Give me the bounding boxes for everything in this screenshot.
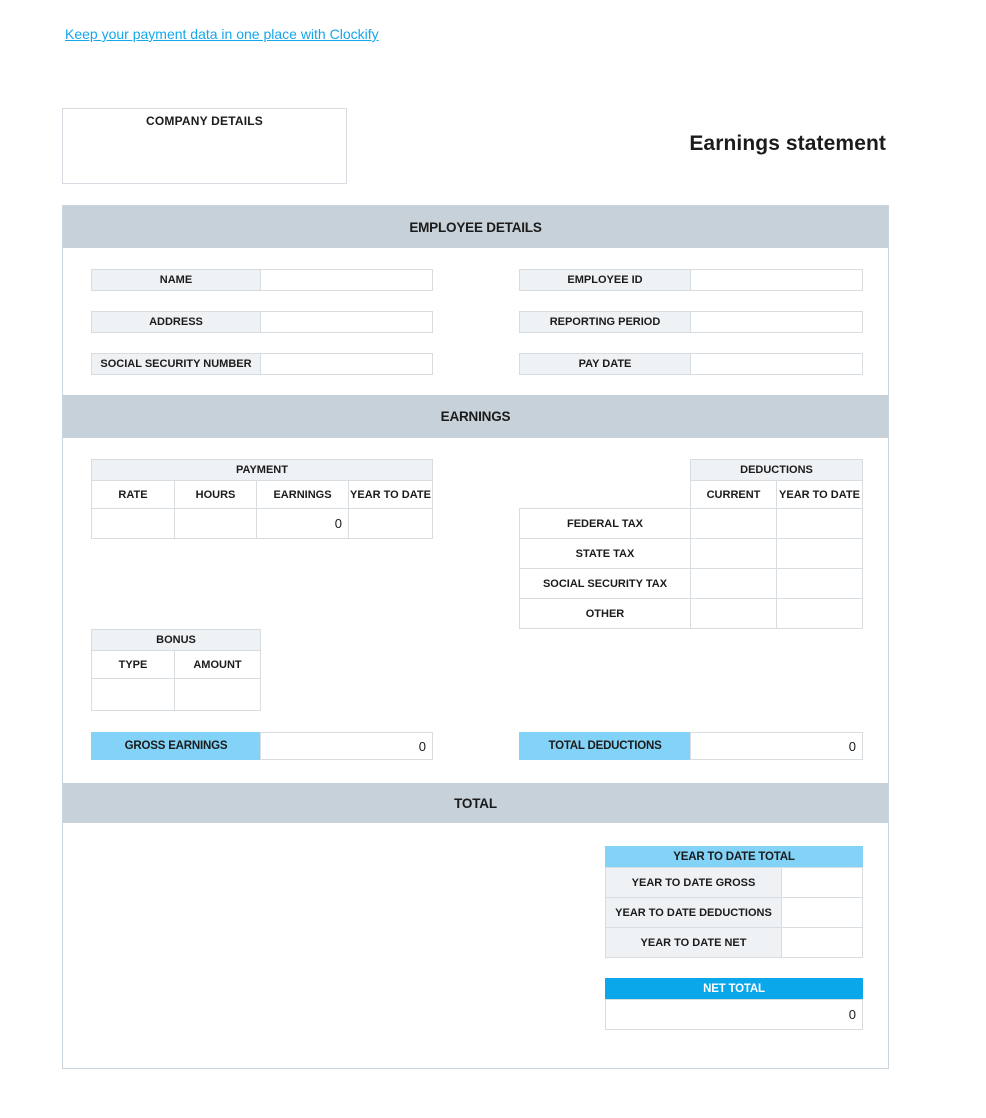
deduction-other-ytd-cell[interactable] [776, 598, 863, 629]
ssn-field[interactable] [260, 353, 433, 375]
ytd-total-header: YEAR TO DATE TOTAL [605, 846, 863, 868]
payment-col-ytd: YEAR TO DATE [348, 480, 433, 509]
name-field[interactable] [260, 269, 433, 291]
section-header-total: TOTAL [63, 783, 888, 823]
page-title: Earnings statement [689, 132, 886, 155]
deductions-table-header: DEDUCTIONS [690, 459, 863, 481]
payment-table-header: PAYMENT [91, 459, 433, 481]
ytd-deductions-label: YEAR TO DATE DEDUCTIONS [605, 897, 782, 928]
reporting-period-field[interactable] [690, 311, 863, 333]
deduction-row-label: STATE TAX [519, 538, 691, 569]
payment-earnings-cell[interactable]: 0 [256, 508, 349, 539]
ytd-gross-label: YEAR TO DATE GROSS [605, 867, 782, 898]
ytd-gross-value[interactable] [781, 867, 863, 898]
ytd-net-value[interactable] [781, 927, 863, 958]
deduction-socialsecurity-ytd-cell[interactable] [776, 568, 863, 599]
payment-rate-cell[interactable] [91, 508, 175, 539]
total-deductions-value[interactable]: 0 [690, 732, 863, 760]
pay-date-field[interactable] [690, 353, 863, 375]
company-details-box[interactable] [62, 108, 347, 184]
gross-earnings-value[interactable]: 0 [260, 732, 433, 760]
bonus-col-type: TYPE [91, 650, 175, 679]
employee-id-field[interactable] [690, 269, 863, 291]
payment-col-rate: RATE [91, 480, 175, 509]
bonus-table-header: BONUS [91, 629, 261, 651]
payment-col-earnings: EARNINGS [256, 480, 349, 509]
bonus-type-cell[interactable] [91, 678, 175, 711]
deduction-other-current-cell[interactable] [690, 598, 777, 629]
bonus-col-amount: AMOUNT [174, 650, 261, 679]
deduction-row-label: OTHER [519, 598, 691, 629]
deduction-socialsecurity-current-cell[interactable] [690, 568, 777, 599]
deductions-col-ytd: YEAR TO DATE [776, 480, 863, 509]
deduction-federal-current-cell[interactable] [690, 508, 777, 539]
net-total-header: NET TOTAL [605, 978, 863, 1000]
deduction-federal-ytd-cell[interactable] [776, 508, 863, 539]
address-label: ADDRESS [91, 311, 261, 333]
company-details-label: COMPANY DETAILS [145, 114, 263, 128]
deduction-row-label: FEDERAL TAX [519, 508, 691, 539]
address-field[interactable] [260, 311, 433, 333]
pay-date-label: PAY DATE [519, 353, 691, 375]
ytd-deductions-value[interactable] [781, 897, 863, 928]
section-header-earnings: EARNINGS [63, 395, 888, 438]
statement-body [62, 205, 889, 1069]
deductions-col-current: CURRENT [690, 480, 777, 509]
payment-col-hours: HOURS [174, 480, 257, 509]
bonus-amount-cell[interactable] [174, 678, 261, 711]
payment-ytd-cell[interactable] [348, 508, 433, 539]
deduction-row-label: SOCIAL SECURITY TAX [519, 568, 691, 599]
deduction-state-ytd-cell[interactable] [776, 538, 863, 569]
payment-hours-cell[interactable] [174, 508, 257, 539]
name-label: NAME [91, 269, 261, 291]
reporting-period-label: REPORTING PERIOD [519, 311, 691, 333]
employee-id-label: EMPLOYEE ID [519, 269, 691, 291]
ssn-label: SOCIAL SECURITY NUMBER [91, 353, 261, 375]
ytd-net-label: YEAR TO DATE NET [605, 927, 782, 958]
total-deductions-label: TOTAL DEDUCTIONS [519, 732, 691, 760]
section-header-employee-details: EMPLOYEE DETAILS [63, 206, 888, 248]
deduction-state-current-cell[interactable] [690, 538, 777, 569]
net-total-value[interactable]: 0 [605, 999, 863, 1030]
clockify-promo-link[interactable]: Keep your payment data in one place with Clockify [65, 26, 379, 42]
gross-earnings-label: GROSS EARNINGS [91, 732, 261, 760]
